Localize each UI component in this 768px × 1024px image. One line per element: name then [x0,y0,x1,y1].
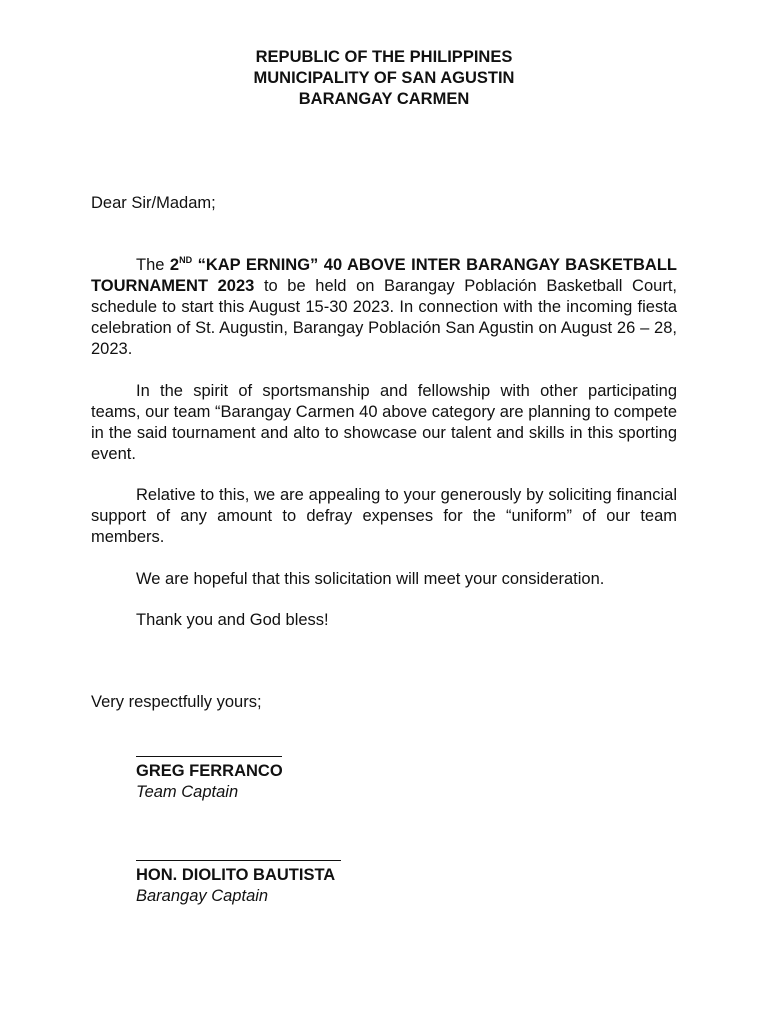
paragraph-hopeful: We are hopeful that this solicitation will meet your consideration. [136,569,605,588]
header-municipality: MUNICIPALITY OF SAN AGUSTIN [253,69,515,87]
signature-block-barangay-captain [136,860,341,907]
event-name: “KAP ERNING” 40 ABOVE INTER BARANGAY BASKETBALL TOURNAMENT 2023 [91,256,677,295]
signature-block-team-captain [136,756,283,803]
closing-line: Very respectfully yours; [91,693,262,711]
signature-line [136,756,282,757]
paragraph-tournament [91,255,677,360]
paragraph-appeal: Relative to this, we are appealing to your generously by soliciting financial support of any amount to defray expenses for the “uniform” of our team members. [91,486,677,546]
paragraph-rest: to be held on Barangay Población Basketball Court, schedule to start this August 15-30 2023. In connection with the incoming fiesta celebration of St. Augustin, Barangay Población San Agustin on August 26 – 28, 2023. [91,277,677,358]
salutation: Dear Sir/Madam; [91,194,216,212]
header-barangay: BARANGAY CARMEN [298,90,470,108]
signatory-name: HON. DIOLITO BAUTISTA [136,866,336,884]
header-republic: REPUBLIC OF THE PHILIPPINES [255,48,513,66]
paragraph-thanks: Thank you and God bless! [136,611,329,629]
ordinal-suffix: ND [179,255,193,265]
signatory-title: Team Captain [136,783,239,801]
signatory-name: GREG FERRANCO [136,762,283,780]
paragraph-sportsmanship: In the spirit of sportsmanship and fellowship with other participating teams, our team “Barangay Carmen 40 above category are planning to compete in the said tournament and alto to showcase our talent and skills in this sporting event. [91,381,677,463]
signature-line [136,860,341,861]
letter-header [0,47,768,110]
paragraph-lead: The [136,256,170,274]
signatory-title: Barangay Captain [136,887,269,905]
ordinal-number: 2 [169,256,180,274]
letter-body [91,255,677,652]
